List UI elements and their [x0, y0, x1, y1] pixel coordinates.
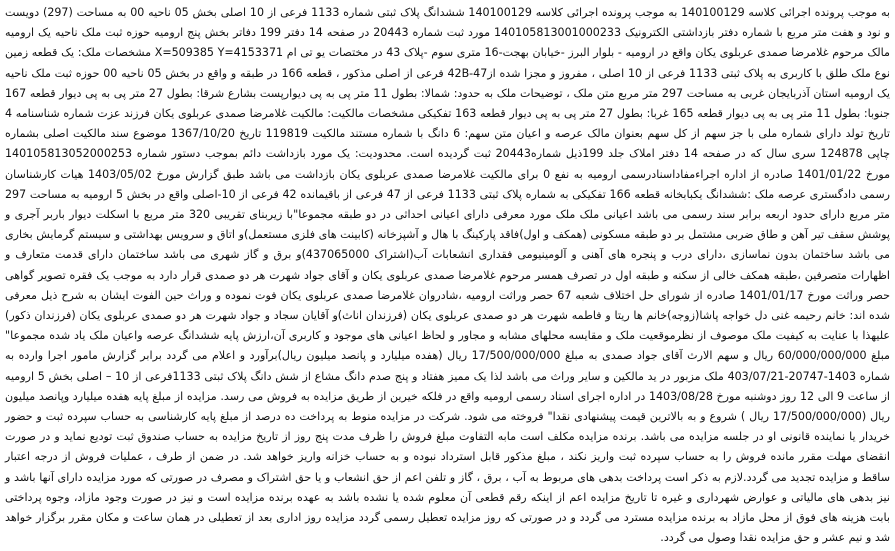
- notice-body-text: به موجب پرونده اجرائی کلاسه 140100129 به موجب پرونده اجرائی کلاسه 140100129 ششدانگ پلاک ثبتی شماره 1133 فرعی از 10 اصلی بخش 05 ناحیه 00 به مساحت (297) دویست و نود و هفت متر مربع با شماره دفتر بازداشتی الکترونیک 140105813001000233 مورد ثبت شماره 20443 در صفحه 14 دفتر 199 دفاتر بخش پنج ارومیه حوزه ثبت ملک ناحیه یک ارومیه مالک مرحوم غلامرضا صمدی عربلوی یکان واقع در ارومیه - بلوار البرز -خیابان بهجت-16 متری سوم -پلاک 43 در مختصات یو تی ام X=509385 Y=4153371 مشخصات ملک: یک قطعه زمین نوع ملک طلق با کاربری به پلاک ثبتی 1133 فرعی از 10 اصلی ، مفروز و مجزا شده از42B-47 فرعی از اصلی مذکور ، قطعه 166 در طبقه و واقع در بخش 05 ناحیه 00 حوزه ثبت ملک ناحیه یک ارومیه استان آذربایجان غربی به مساحت 297 متر مربع متن ملک ، توضیحات ملک به حدود: شمالا: بطول 11 متر پی به پی دیوارپست بشارع شرقا: بطول 27 متر پی به پی دیوار قطعه 167 جنوبا: بطول 11 متر پی به پی دیوار قطعه 165 غربا: بطول 27 متر پی به پی دیوار قطعه 163 تفکیکی مشخصات مالکیت: مالکیت غلامرضا صمدی عربلوی یکان فرزند عزت شماره شناسنامه 4 تاریخ تولد دارای شماره ملی با جز سهم از کل سهم بعنوان مالک عرصه و اعیان متن سهم: 6 دانگ با شماره مستند مالکیت 119819 تاریخ 1367/10/20 موضوع سند مالکیت اصلی بشماره چاپی 124878 سری سال که در صفحه 14 دفتر املاک جلد 199ذیل شماره20443 ثبت گردیده است. محدودیت: یک مورد بازداشت دائم بموجب دستور شماره 140105813052000253 مورخ 1401/01/22 صادره از اداره اجراءمفاداسنادرسمی ارومیه به نفع 0 برای مالکیت غلامرضا صمدی عربلوی یکان بازداشت می باشد طبق گزارش مورخ 1403/05/02 هیات کارشناسان رسمی دادگستری عرصه ملک :ششدانگ یکبابخانه قطعه 166 تفکیکی به شماره پلاک ثبتی 1133 فرعی از 47 فرعی از باقیمانده 42 فرعی از 10-اصلی واقع در بخش 5 ارومیه به مساحت 297 متر مربع دارای حدود اربعه برابر سند رسمی می باشد اعیانی ملک ملک مورد معرفی دارای اعیانی احداثی در دو طبقه مجموعا"با زیربنای تقریبی 320 متر مربع با اسکلت دیوار باربر آجری و پوشش سقف تیر آهن و طاق ضربی مشتمل بر دو طبقه مسکونی (همکف و اول)فاقد پارکینگ با هال و آشپزخانه (کابینت های فلزی مستعمل)و اتاق و سرویس بهداشتی و سیستم گرمایش بخاری می باشد ساختمان بدون نماسازی ،دارای درب و پنجره های آهنی و آلومینیومی فقداری انشعابات آب(اشتراک 437065000)و برق و گاز شهری می باشد ساختمان دارای قدمت متعارف و اظهارات متصرفین ،طبقه همکف خالی از سکنه و طبقه اول در تصرف همسر مرحوم غلامرضا صمدی عربلوی یکان و آقای جواد شهرت هر دو صمدی قرار دارد به موجب یک فقره تصویر گواهی حصر وراثت مورخ 1401/01/17 صادره از شورای حل اختلاف شعبه 67 حصر وراثت ارومیه ،شادروان غلامرضا صمدی عربلوی یکان فوت نموده و وراث حین الفوت ایشان به شرح ذیل معرفی شده اند: خانم رحیمه غنی دل خواجه پاشا(زوجه)خانم ها ریتا و فاطمه شهرت هر دو صمدی عربلوی یکان (فرزندان اناث)و آقایان سجاد و جواد شهرت هر دو صمدی عربلوی یکان (فرزندان ذکور) علیهذا با عنایت به کیفیت ملک موصوف از نظرموقعیت ملک و مقایسه محلهای مشابه و مجاور و لحاظ اعیانی های موجود و کاربری آن،ارزش پایه ششدانگ عرصه واعیان ملک یاد شده مجموعا" مبلغ 60/000/000/000 ریال و سهم الارث آقای جواد صمدی به مبلغ 17/500/000/000 ریال (هفده میلیارد و پانصد میلیون ریال)برآورد و اعلام می گردد برابر گزارش مامور اجرا وارده به شماره 1403-20747-403/07/21 ملک مزبور در ید مالکین و سایر وراث می باشد لذا یک ممیز هفتاد و پنج صدم دانگ مشاع از شش دانگ پلاک ثبتی 1133فرعی از 10 – اصلی بخش 5 ارومیه از ساعت 9 الی 12 روز دوشنبه مورخ 1403/08/28 در اداره اجرای اسناد رسمی ارومیه واقع در فلکه خیرین از طریق مزایده به فروش می رسد. مزایده از مبلغ پایه هفده میلیارد وپانصد میلیون ریال (17/500/000/000 ریال ) شروع و به بالاترین قیمت پیشنهادی نقدا" فروخته می شود. شرکت در مزایده منوط به پرداخت ده درصد از مبلغ پایه کارشناسی به حساب سپرده ثبت و حضور خریدار یا نماینده قانونی او در جلسه مزایده می باشد. برنده مزایده مکلف است مابه التفاوت مبلغ فروش را ظرف مدت پنج روز از تاریخ مزایده به حساب صندوق ثبت تودیع نماید و در صورت انقضای مهلت مقرر مانده فروش را به حساب سپرده ثبت واریز نکند ، مبلغ مذکور قابل استرداد نبوده و به حساب خزانه واریز خواهد شد. در ضمن از طرف ، عملیات فروش از درجه اعتبار ساقط و مزایده تجدید می گردد.لازم به ذکر است پرداخت بدهی های مربوط به آب ، برق ، گاز و تلفن اعم از حق انشعاب و یا حق اشتراک و مصرف در صورتی که مورد مزایده دارای آنها باشد و نیز بدهی های مالیاتی و عوارض شهرداری و غیره تا تاریخ مزایده اعم از اینکه رقم قطعی آن معلوم شده یا نشده باشد به عهده برنده مزایده است و نیز در صورت وجود مازاد، وجوه پرداختی بابت هزینه های فوق از محل مازاد به برنده مزایده مسترد می گردد و در صورتی که روز مزایده تعطیل رسمی گردد مزایده روز اداری بعد از تعطیلی در همان ساعت و مکان مقرر برگزار خواهد شد و نیم عشر و حق مزایده نقدا وصول می گردد.: [5, 6, 891, 545]
